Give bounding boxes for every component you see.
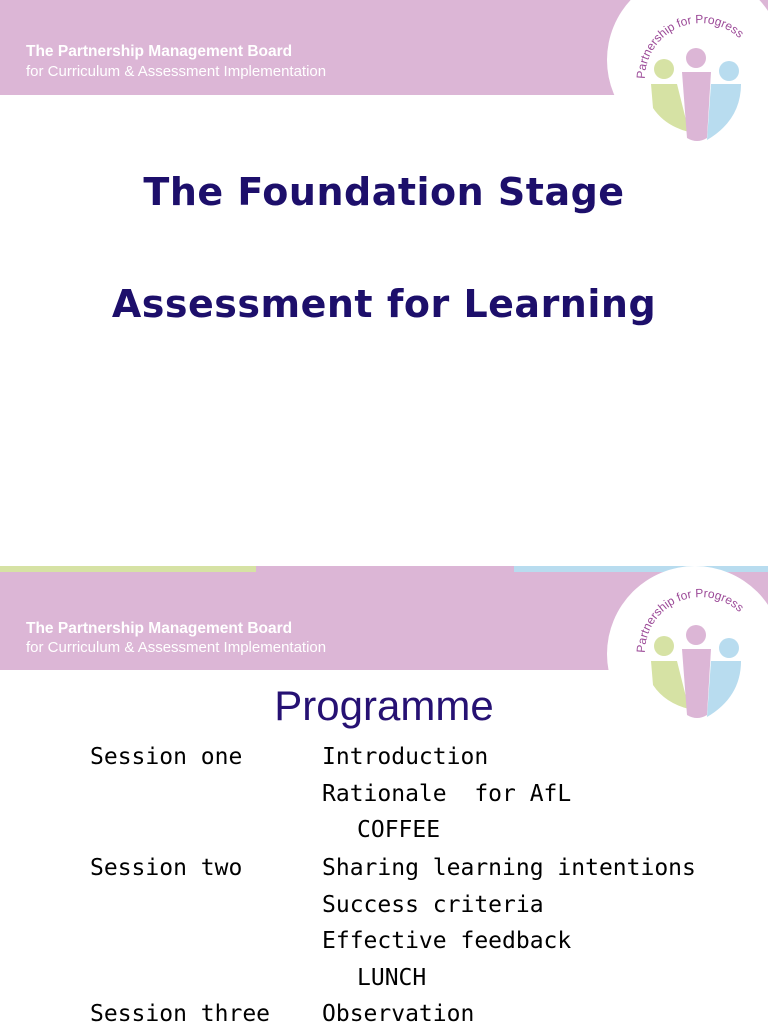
svg-text:Partnership for Progress: Partnership for Progress (633, 585, 747, 654)
break-label: COFFEE (357, 817, 441, 843)
programme-item: Effective feedback (322, 928, 572, 954)
session-label: Session three (90, 1001, 271, 1024)
partnership-logo (607, 0, 768, 148)
slide-programme (0, 566, 768, 1024)
partnership-logo-icon (607, 0, 768, 148)
programme-heading: Programme (274, 682, 494, 729)
programme-item: Success criteria (322, 892, 544, 918)
programme-item: Sharing learning intentions (322, 855, 696, 881)
programme-item: Introduction (322, 744, 489, 770)
programme-item: Rationale for AfL (322, 781, 572, 807)
slide-title-line-1: The Foundation Stage (143, 170, 625, 214)
session-label: Session one (90, 744, 243, 770)
svg-text:Partnership for Progress: Partnership for Progress (633, 11, 747, 80)
slide-title-line-2: Assessment for Learning (111, 282, 657, 326)
session-label: Session two (90, 855, 243, 881)
board-subtitle: for Curriculum & Assessment Implementation (26, 639, 327, 656)
board-title: The Partnership Management Board (26, 43, 293, 60)
break-label: LUNCH (357, 965, 427, 991)
board-subtitle: for Curriculum & Assessment Implementation (26, 63, 327, 80)
programme-item: Observation (322, 1001, 475, 1024)
board-title: The Partnership Management Board (26, 620, 293, 637)
